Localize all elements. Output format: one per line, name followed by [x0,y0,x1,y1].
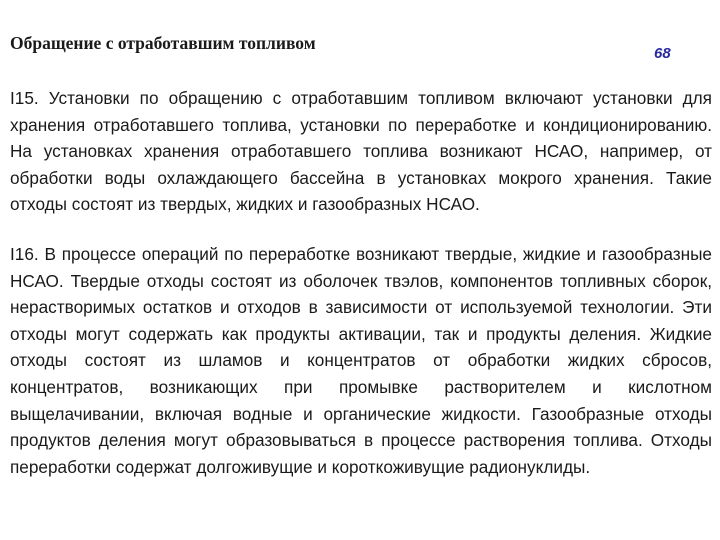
section-heading: Обращение с отработавшим топливом [10,33,316,53]
page-number: 68 [654,45,671,62]
paragraph-i16: I16. В процессе операций по переработке возникают твердые, жидкие и газообразные НСАО. Твердые отходы состоят из оболочек твэлов, компонентов топливных сборок, нерастворимых остатков и отходов в зависимости от используемой технологии. Эти отходы могут содержать как продукты активации, так и продукты деления. Жидкие отходы состоят из шламов и концентратов от обработки жидких сбросов, концентратов, возникающих при промывке растворителем и кислотном выщелачивании, включая водные и органические жидкости. Газообразные отходы продуктов деления могут образовываться в процессе растворения топлива. Отходы переработки содержат долгоживущие и короткоживущие радионуклиды. [10,244,712,477]
paragraph-i15: I15. Установки по обращению с отработавшим топливом включают установки для хранения отработавшего топлива, установки по переработке и кондиционированию. На установках хранения отработавшего топлива возникают НСАО, например, от обработки воды охлаждающего бассейна в установках мокрого хранения. Такие отходы состоят из твердых, жидких и газообразных НСАО. [10,88,712,215]
